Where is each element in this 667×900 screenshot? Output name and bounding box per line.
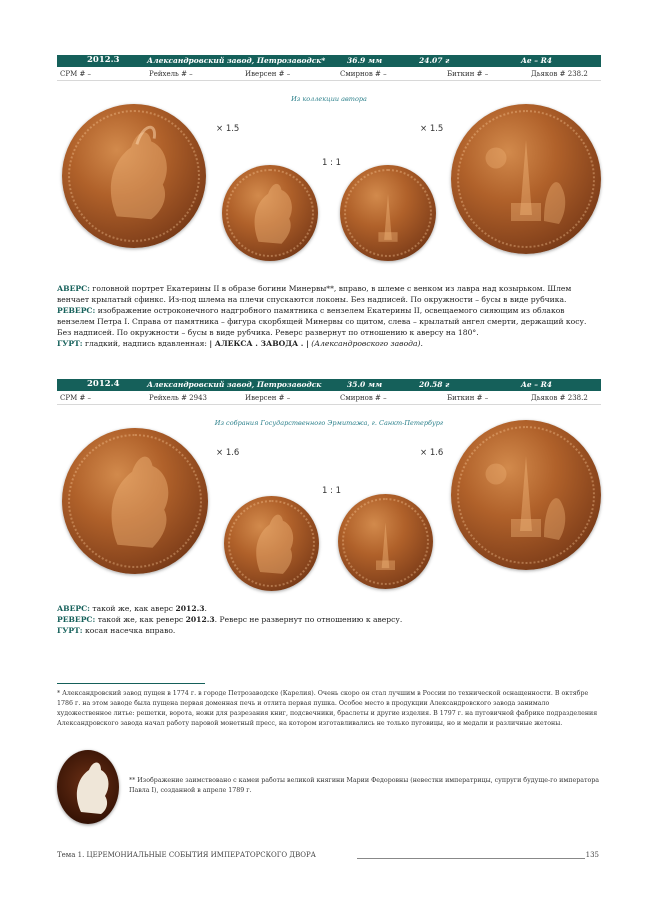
entry-number: 2012.4: [87, 379, 120, 389]
obverse-paragraph: АВЕРС: такой же, как аверс 2012.3.: [57, 604, 207, 613]
entry-header-bar: [57, 379, 601, 391]
footnote-1: * Александровский завод пущен в 1774 г. в городе Петрозаводске (Карелия). Очень скоро он стал лучшим в России по технической оснащенности. В октябре 1786 г. на этом заводе была пущена первая доменная печь и отлита первая пушка. Особое место в продукции Александровского завода занимало художественное литье: решетки, ворота, ножи для разрезания книг, подсвечники, браслеты и другие изделия. В 1797 г. на пуговичной фабрике подразделения Александровского завода начал работу паровой монетный пресс, на котором изготавливались не только пуговицы, но и медали и различные жетоны.: [57, 690, 598, 727]
catalog-references: [57, 392, 601, 405]
ref-smirnov: Смирнов # –: [340, 70, 387, 78]
cameo-image: [57, 750, 119, 824]
edge-paragraph: ГУРТ: косая насечка вправо.: [57, 626, 176, 635]
ref-srm: СРМ # –: [60, 394, 92, 402]
entry-diameter: 36.9 мм: [347, 56, 383, 65]
reverse-enlarged-coin: [451, 420, 601, 570]
reverse-paragraph: РЕВЕРС: изображение остроконечного надгробного памятника с вензелем Екатерины II, освещаемого сияющим из облаков вензелем Петра I. Справа от памятника – фигура скорбящей Минервы со щитом, слева – крылатый ангел смерти, держащий косу. Без надписей. По окружности – бусы в виде рубчика. Реверс развернут по отношению к аверсу на 180°.: [57, 306, 587, 337]
scale-right: × 1.6: [420, 448, 444, 458]
entry-rarity: Ae – R4: [521, 56, 553, 65]
ref-dyakov: Дьяков # 238.2: [531, 394, 588, 402]
entry-diameter: 35.0 мм: [347, 380, 383, 389]
ref-reichel: Рейхель # 2943: [149, 394, 207, 402]
entry-weight: 20.58 г: [419, 380, 450, 389]
section-title: Тема 1. ЦЕРЕМОНИАЛЬНЫЕ СОБЫТИЯ ИМПЕРАТОРСКОГО ДВОРА: [57, 851, 316, 859]
ref-iversen: Иверсен # –: [245, 394, 291, 402]
ref-srm: СРМ # –: [60, 70, 92, 78]
obverse-actual-coin: [224, 496, 319, 591]
entry-place: Александровский завод, Петрозаводск*: [147, 56, 326, 65]
obverse-actual-coin: [222, 165, 318, 261]
catalog-references: [57, 68, 601, 81]
reverse-paragraph: РЕВЕРС: такой же, как реверс 2012.3. Реверс не развернут по отношению к аверсу.: [57, 615, 403, 624]
entry-number: 2012.3: [87, 55, 120, 65]
entry-weight: 24.07 г: [419, 56, 450, 65]
page-number: 135: [585, 851, 599, 859]
page-footer: [57, 851, 601, 859]
entry2-description: [57, 603, 601, 636]
reverse-actual-coin: [338, 494, 433, 589]
ref-reichel: Рейхель # –: [149, 70, 193, 78]
obverse-enlarged-coin: [62, 428, 208, 574]
edge-paragraph: ГУРТ: гладкий, надпись вдавленная: | АЛЕКСА . ЗАВОДА . | (Александровского завода).: [57, 339, 423, 348]
scale-left: × 1.6: [216, 448, 240, 458]
ref-smirnov: Смирнов # –: [340, 394, 387, 402]
collection-note: Из коллекции автора: [291, 95, 367, 103]
entry-rarity: Ae – R4: [521, 380, 553, 389]
footnote-divider: [57, 683, 205, 684]
scale-middle: 1 : 1: [322, 486, 342, 496]
ref-bitkin: Биткин # –: [447, 70, 489, 78]
entry-place: Александровский завод, Петрозаводск: [147, 380, 322, 389]
entry1-description: [57, 283, 601, 349]
obverse-enlarged-coin: [62, 104, 206, 248]
entry-header-bar: [57, 55, 601, 67]
ref-iversen: Иверсен # –: [245, 70, 291, 78]
obverse-paragraph: АВЕРС: головной портрет Екатерины II в образе богини Минервы**, вправо, в шлеме с венком из лавра над козырьком. Шлем венчает крылатый сфинкс. Из-под шлема на плечи спускаются локоны. Без надписей. По окружности – бусы в виде рубчика.: [57, 284, 572, 304]
ref-bitkin: Биткин # –: [447, 394, 489, 402]
scale-left: × 1.5: [216, 124, 240, 134]
footnote-2: ** Изображение заимствовано с камеи работы великой княгини Марии Федоровны (невестки императрицы, супруги будуще-го императора Павла I), созданной в апреле 1789 г.: [129, 777, 600, 794]
collection-note: Из собрания Государственного Эрмитажа, г. Санкт-Петербург: [214, 419, 444, 427]
ref-dyakov: Дьяков # 238.2: [531, 70, 588, 78]
reverse-actual-coin: [340, 165, 436, 261]
reverse-enlarged-coin: [451, 104, 601, 254]
scale-middle: 1 : 1: [322, 158, 342, 168]
footer-rule: [357, 858, 585, 859]
scale-right: × 1.5: [420, 124, 444, 134]
